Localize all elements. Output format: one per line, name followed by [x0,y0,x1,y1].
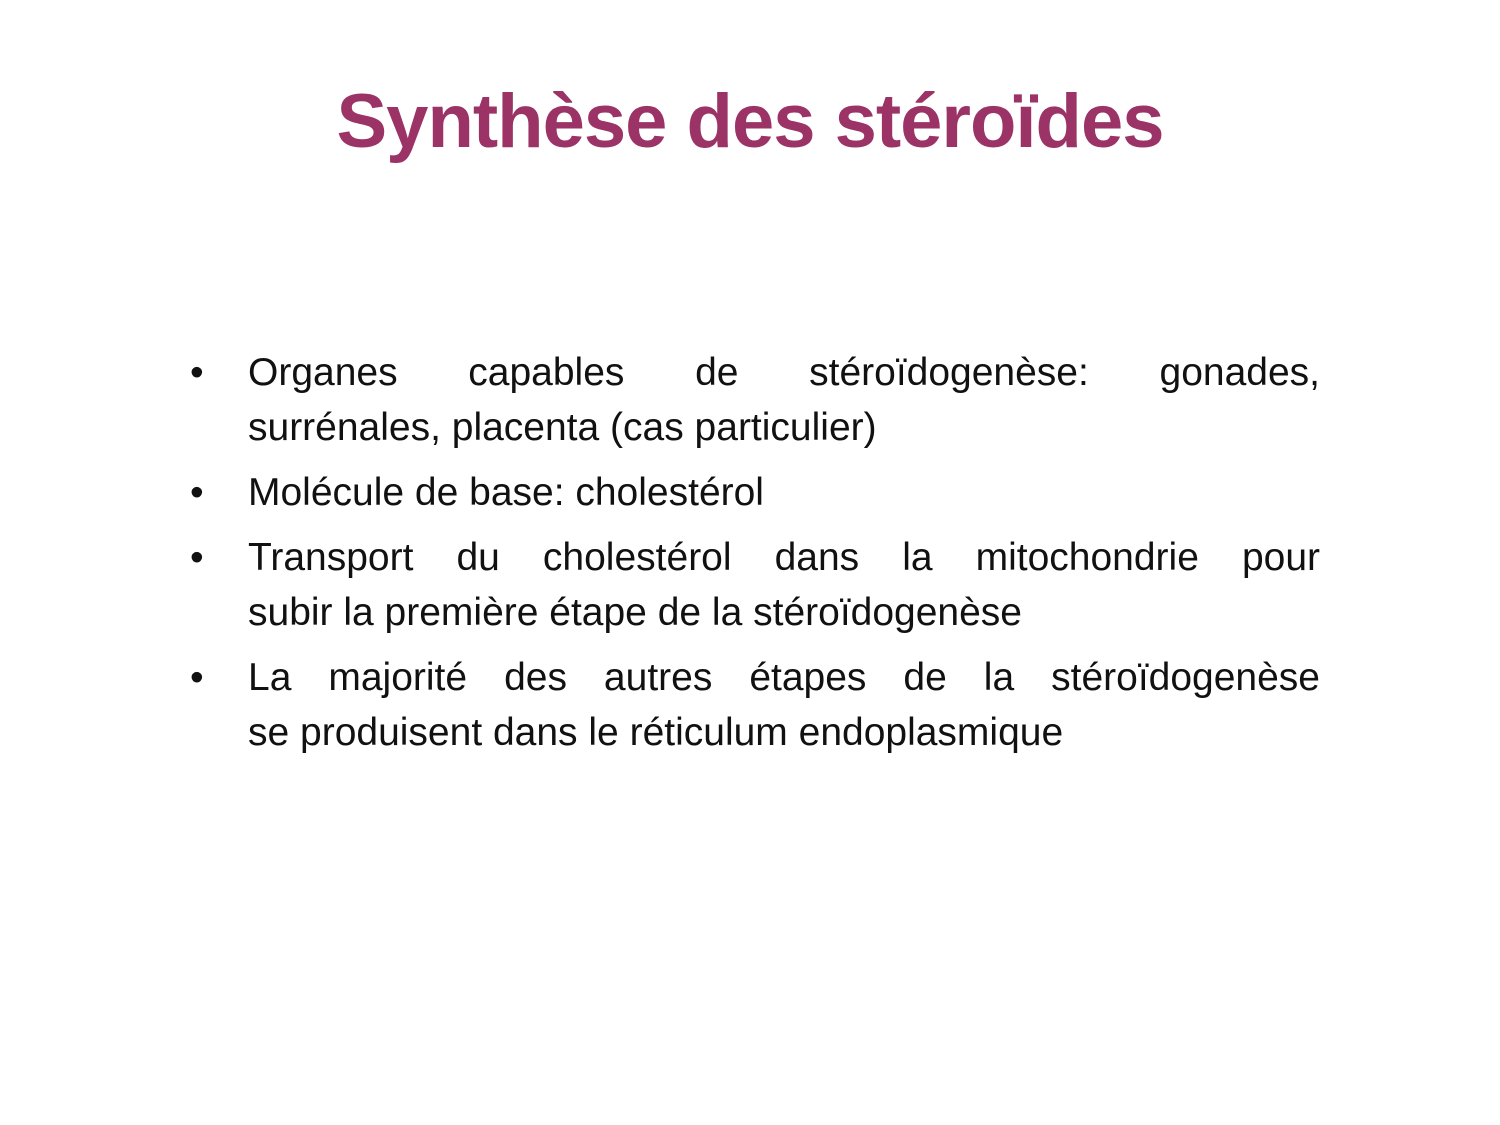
bullet-icon: • [190,351,204,394]
bullet-text-line: subir la première étape de la stéroïdogenèse [248,591,1022,634]
bullet-text-line: surrénales, placenta (cas particulier) [248,406,877,449]
bullet-item [190,530,1320,640]
bullet-text-line: Organes capables de stéroïdogenèse: gonades, [248,351,1320,394]
bullet-list [190,345,1320,770]
bullet-text-line: Molécule de base: cholestérol [248,471,764,514]
bullet-text-line: La majorité des autres étapes de la stéroïdogenèse [248,656,1320,699]
bullet-item [190,650,1320,760]
slide-title: Synthèse des stéroïdes [336,79,1164,164]
bullet-item [190,345,1320,455]
bullet-icon: • [190,536,204,579]
bullet-text-line: Transport du cholestérol dans la mitochondrie pour [248,536,1320,579]
bullet-icon: • [190,656,204,699]
bullet-item [190,465,1320,520]
bullet-text-line: se produisent dans le réticulum endoplasmique [248,711,1064,754]
bullet-icon: • [190,471,204,514]
